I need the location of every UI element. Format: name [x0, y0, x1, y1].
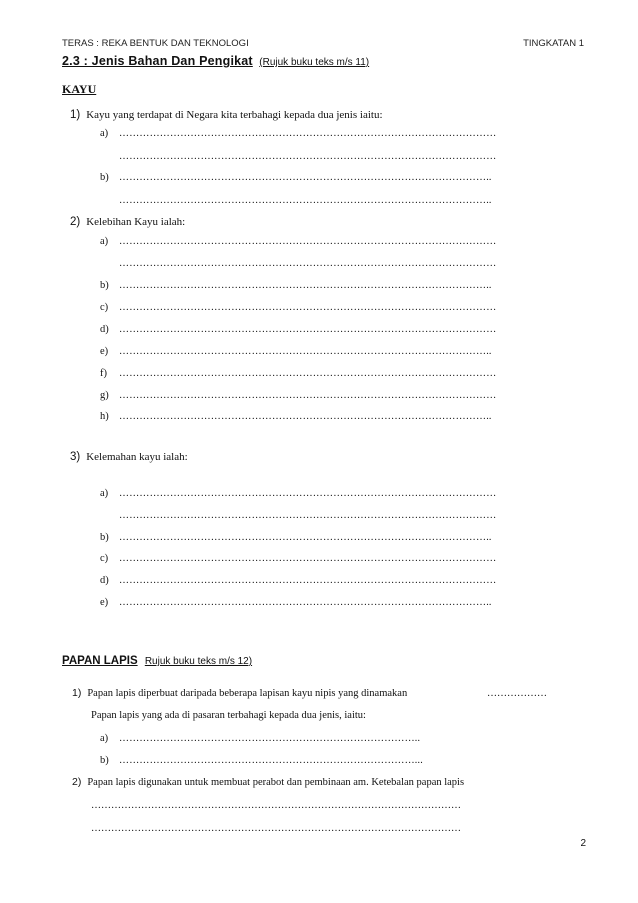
answer-label-e: e) [100, 346, 109, 357]
answer-label-h: h) [100, 411, 109, 422]
answer-label-e: e) [100, 597, 109, 608]
answer-line[interactable]: ………………………………………………………………………………………………… [119, 236, 497, 247]
answer-line[interactable]: ………………………………………………………………………………………………… [91, 823, 461, 834]
question-number: 2) [72, 776, 82, 788]
answer-line[interactable]: ………………………………………………………………………………………………… [119, 302, 497, 313]
answer-label-a: a) [100, 733, 109, 744]
question-text: Kayu yang terdapat di Negara kita terbahagi kepada dua jenis iaitu: [86, 109, 383, 121]
answer-line[interactable]: ………………………………………………………………………………………………… [119, 390, 497, 401]
answer-label-g: g) [100, 390, 109, 401]
answer-line[interactable]: ……………………………………………………………………………………………….. [119, 172, 492, 183]
answer-label-a: a) [100, 488, 109, 499]
papan-lapis-reference: Rujuk buku teks m/s 12) [144, 656, 253, 667]
answer-label-b: b) [100, 172, 109, 183]
header-level: TINGKATAN 1 [523, 38, 584, 49]
header-subject: TERAS : REKA BENTUK DAN TEKNOLOGI [62, 38, 249, 49]
question-3 [70, 451, 188, 463]
answer-line[interactable]: ………………………………………………………………………………………………… [91, 800, 461, 811]
answer-label-d: d) [100, 324, 109, 335]
answer-line[interactable]: ………………………………………………………………………………………………… [119, 488, 497, 499]
answer-line[interactable]: …………………………………………………………………………….. [119, 733, 421, 744]
answer-line[interactable]: ……………………………………………………………………………………………….. [119, 195, 492, 206]
papan-question-1-continuation: Papan lapis yang ada di pasaran terbahagi kepada dua jenis, iaitu: [91, 710, 366, 721]
answer-label-d: d) [100, 575, 109, 586]
question-number: 3) [70, 451, 81, 463]
kayu-heading: KAYU [62, 82, 97, 96]
answer-line[interactable]: ………………………………………………………………………………………………… [119, 553, 497, 564]
papan-question-1 [72, 687, 407, 699]
page-number: 2 [580, 838, 586, 849]
question-number: 1) [70, 109, 81, 121]
answer-label-f: f) [100, 368, 107, 379]
answer-line[interactable]: ……………………………………………………………………………………………….. [119, 532, 492, 543]
answer-line[interactable]: ……………………………………………………………………………………………….. [119, 280, 492, 291]
answer-line[interactable]: ………………………………………………………………………………………………… [119, 258, 497, 269]
papan-lapis-title: PAPAN LAPIS [62, 655, 138, 667]
answer-label-c: c) [100, 302, 109, 313]
question-number: 2) [70, 216, 81, 228]
answer-line[interactable]: ………………………………………………………………………………………………… [119, 128, 497, 139]
answer-line[interactable]: ………………………………………………………………………………………………… [119, 510, 497, 521]
answer-label-b: b) [100, 755, 109, 766]
papan-lapis-heading [62, 655, 252, 667]
question-text: Papan lapis diperbuat daripada beberapa lapisan kayu nipis yang dinamakan [87, 688, 408, 699]
section-title-text: 2.3 : Jenis Bahan Dan Pengikat [62, 54, 253, 68]
answer-label-b: b) [100, 280, 109, 291]
question-1 [70, 109, 383, 121]
answer-line[interactable]: ……………………………………………………………………………………………….. [119, 597, 492, 608]
question-text: Papan lapis digunakan untuk membuat perabot dan pembinaan am. Ketebalan papan lapis [87, 777, 465, 788]
section-title [62, 54, 369, 68]
answer-label-a: a) [100, 236, 109, 247]
question-number: 1) [72, 687, 82, 699]
question-text: Kelemahan kayu ialah: [86, 451, 188, 463]
answer-line[interactable]: ……………………………………………………………………………………………….. [119, 346, 492, 357]
answer-label-b: b) [100, 532, 109, 543]
answer-line[interactable]: ………………………………………………………………………………………………… [119, 151, 497, 162]
question-2 [70, 216, 185, 228]
answer-line[interactable]: ………………………………………………………………………………………………… [119, 368, 497, 379]
answer-line[interactable]: ……………………………………………………………………………………………….. [119, 411, 492, 422]
answer-line[interactable]: ……………………………………………………………………………... [119, 755, 423, 766]
section-reference: (Rujuk buku teks m/s 11) [259, 57, 370, 68]
answer-line[interactable]: ……………… [487, 688, 547, 699]
question-text: Kelebihan Kayu ialah: [86, 216, 186, 228]
answer-line[interactable]: ………………………………………………………………………………………………… [119, 575, 497, 586]
papan-question-2 [72, 776, 464, 788]
answer-label-c: c) [100, 553, 109, 564]
answer-line[interactable]: ………………………………………………………………………………………………… [119, 324, 497, 335]
answer-label-a: a) [100, 128, 109, 139]
